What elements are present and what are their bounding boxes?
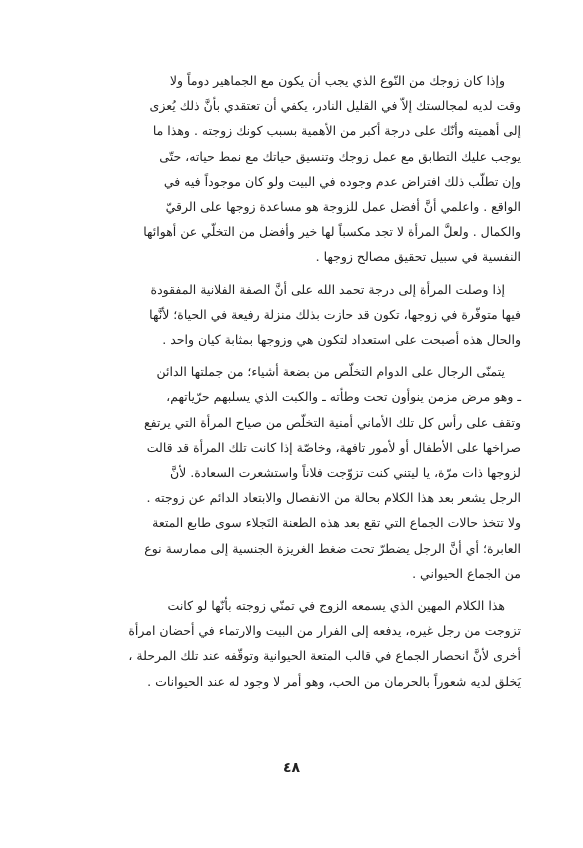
paragraph-2: إذا وصلت المرأة إلى درجة تحمد الله على أنَّ الصفة الفلانية المفقودة فيها متوفّرة في زوجها، تكون قد حازت بذلك منزلة رفيعة في الحياة؛ لأنَّها والحال هذه أصبحت على استعداد لتكون هي وزوجها بمثابة كيان واحد . [149,281,521,348]
paragraph-4: هذا الكلام المهين الذي يسمعه الزوج في تمنّي زوجته بأنّها لو كانت تزوجت من رجل غيره، يدفعه إلى الفرار من البيت والارتماء في أحضان امرأة أخرى لأنَّ انحصار الجماع في قالب المتعة الحيوانية وتوقّفه عند تلك المرحلة ، يَخلق لديه شعوراً بالحرمان من الحب، وهو أمر لا وجود له عند الحيوانات . [128,598,521,689]
page-number: ٤٨ [282,760,301,776]
paragraph-3: يتمنّى الرجال على الدوام التخلّص من بضعة أشياء؛ من جملتها الدائن ـ وهو مرض مزمن ينوأون تحت وطأته ـ والكبت الذي يسلبهم حرّياتهم، وتقف على رأس كل تلك الأماني أمنية التخلّص من صياح المرأة التي يرتفع صراخها على الأطفال أو لأمور تافهة، وخاصّة إذا كانت تلك المرأة قد قالت لزوجها ذات مرّة، يا ليتني كنت تزوّجت فلاناً واستشعرت السعادة. لأنَّ الرجل يشعر بعد هذا الكلام بحالة من الانفصال والابتعاد الدائم عن زوجته . ولا تتخذ حالات الجماع التي تقع بعد هذه الطعنة النَجلاء سوى طابع المتعة العابرة؛ أي أنَّ الرجل يضطرّ تحت ضغط الغريزة الجنسية إلى ممارسة نوع من الجماع الحيواني . [143,364,521,581]
body-text [59,68,521,701]
paragraph-1: وإذا كان زوجك من النّوع الذي يجب أن يكون مع الجماهير دوماً ولا وقت لديه لمجالستك إلاّ في القليل النادر، يكفي أن تعتقدي بأنَّ ذلك يُعزى إلى أهميته وأنّك على درجة أكبر من الأهمية بسبب كونك زوجته . وهذا ما يوجب عليك التطابق مع عمل زوجك وتنسيق حياتك مع نمط حياته، حتّى وإن تطلّب ذلك افتراض عدم وجوده في البيت ولو كان موجوداً فيه في الواقع . واعلمي أنَّ أفضل عمل للزوجة هو مساعدة زوجها على الرقيّ والكمال . ولعلَّ المرأة لا تجد مكسباً لها خير وأفضل من التخلّي عن أهوائها النفسية في سبيل تحقيق مصالح زوجها . [143,73,521,265]
